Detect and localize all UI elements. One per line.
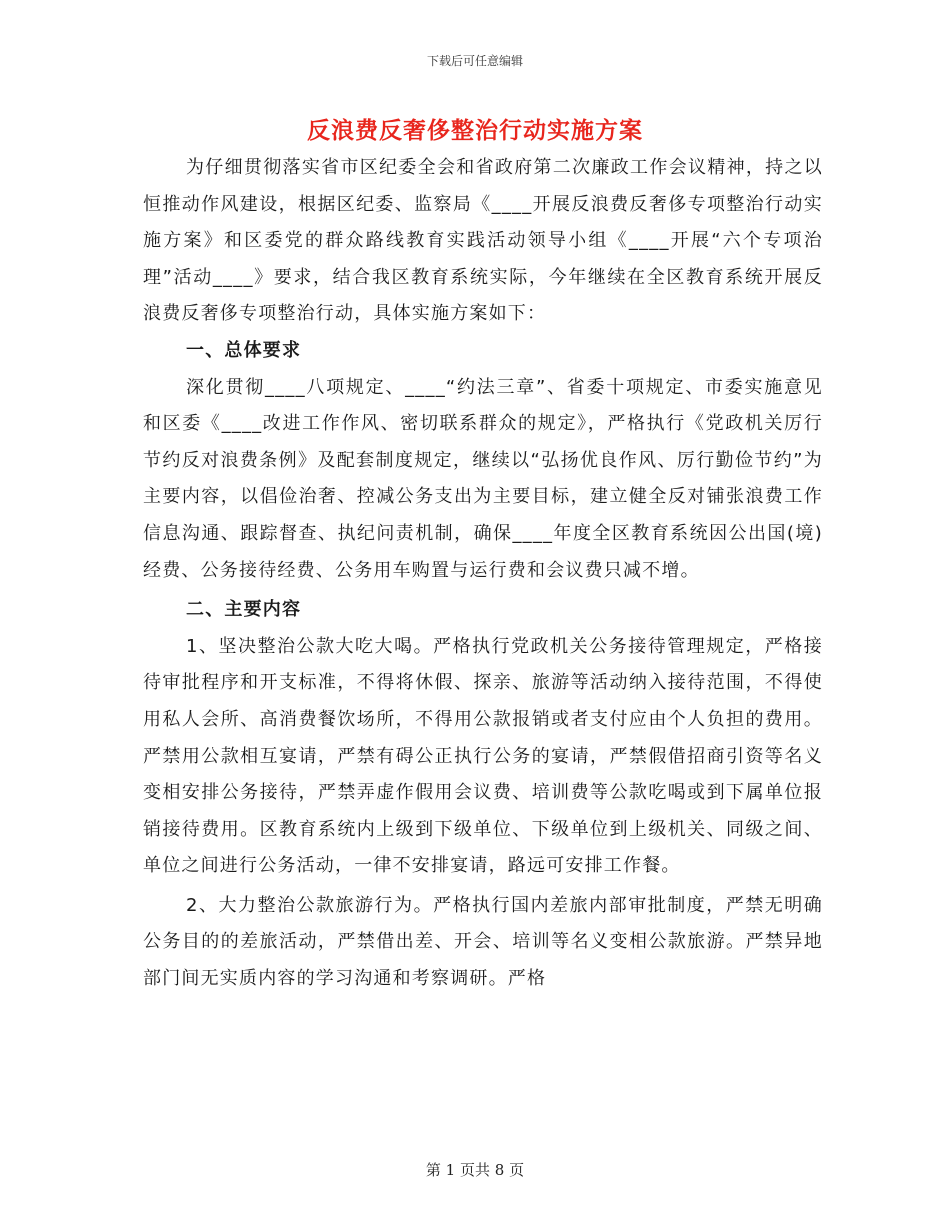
document-body — [143, 150, 823, 998]
page-number: 第 1 页共 8 页 — [425, 1161, 525, 1179]
intro-paragraph: 为仔细贯彻落实省市区纪委全会和省政府第二次廉政工作会议精神，持之以恒推动作风建设，根据区纪委、监察局《____开展反浪费反奢侈专项整治行动实施方案》和区委党的群众路线教育实践活动领导小组《____开展“六个专项治理”活动____》要求，结合我区教育系统实际，今年继续在全区教育系统开展反浪费反奢侈专项整治行动，具体实施方案如下： — [143, 157, 823, 325]
general-requirements-paragraph: 深化贯彻____八项规定、____“约法三章”、省委十项规定、市委实施意见和区委《____改进工作作风、密切联系群众的规定》，严格执行《党政机关厉行节约反对浪费条例》及配套制度规定，继续以“弘扬优良作风、厉行勤俭节约”为主要内容，以倡俭治奢、控减公务支出为主要目标，建立健全反对铺张浪费工作信息沟通、跟踪督查、执纪问责机制，确保____年度全区教育系统因公出国(境)经费、公务接待经费、公务用车购置与运行费和会议费只减不增。 — [143, 376, 823, 581]
page-header-note: 下载后可任意编辑 — [426, 54, 523, 68]
document-title: 反浪费反奢侈整治行动实施方案 — [307, 118, 643, 144]
section-heading-main-content: 二、主要内容 — [186, 599, 302, 621]
section-heading-general: 一、总体要求 — [186, 339, 302, 361]
item-2-paragraph: 2、大力整治公款旅游行为。严格执行国内差旅内部审批制度，严禁无明确公务目的的差旅活动，严禁借出差、开会、培训等名义变相公款旅游。严禁异地部门间无实质内容的学习沟通和考察调研。严格 — [143, 894, 823, 990]
item-1-paragraph: 1、坚决整治公款大吃大喝。严格执行党政机关公务接待管理规定，严格接待审批程序和开支标准，不得将休假、探亲、旅游等活动纳入接待范围，不得使用私人会所、高消费餐饮场所，不得用公款报销或者支付应由个人负担的费用。严禁用公款相互宴请，严禁有碍公正执行公务的宴请，严禁假借招商引资等名义变相安排公务接待，严禁弄虚作假用会议费、培训费等公款吃喝或到下属单位报销接待费用。区教育系统内上级到下级单位、下级单位到上级机关、同级之间、单位之间进行公务活动，一律不安排宴请，路远可安排工作餐。 — [143, 635, 823, 877]
